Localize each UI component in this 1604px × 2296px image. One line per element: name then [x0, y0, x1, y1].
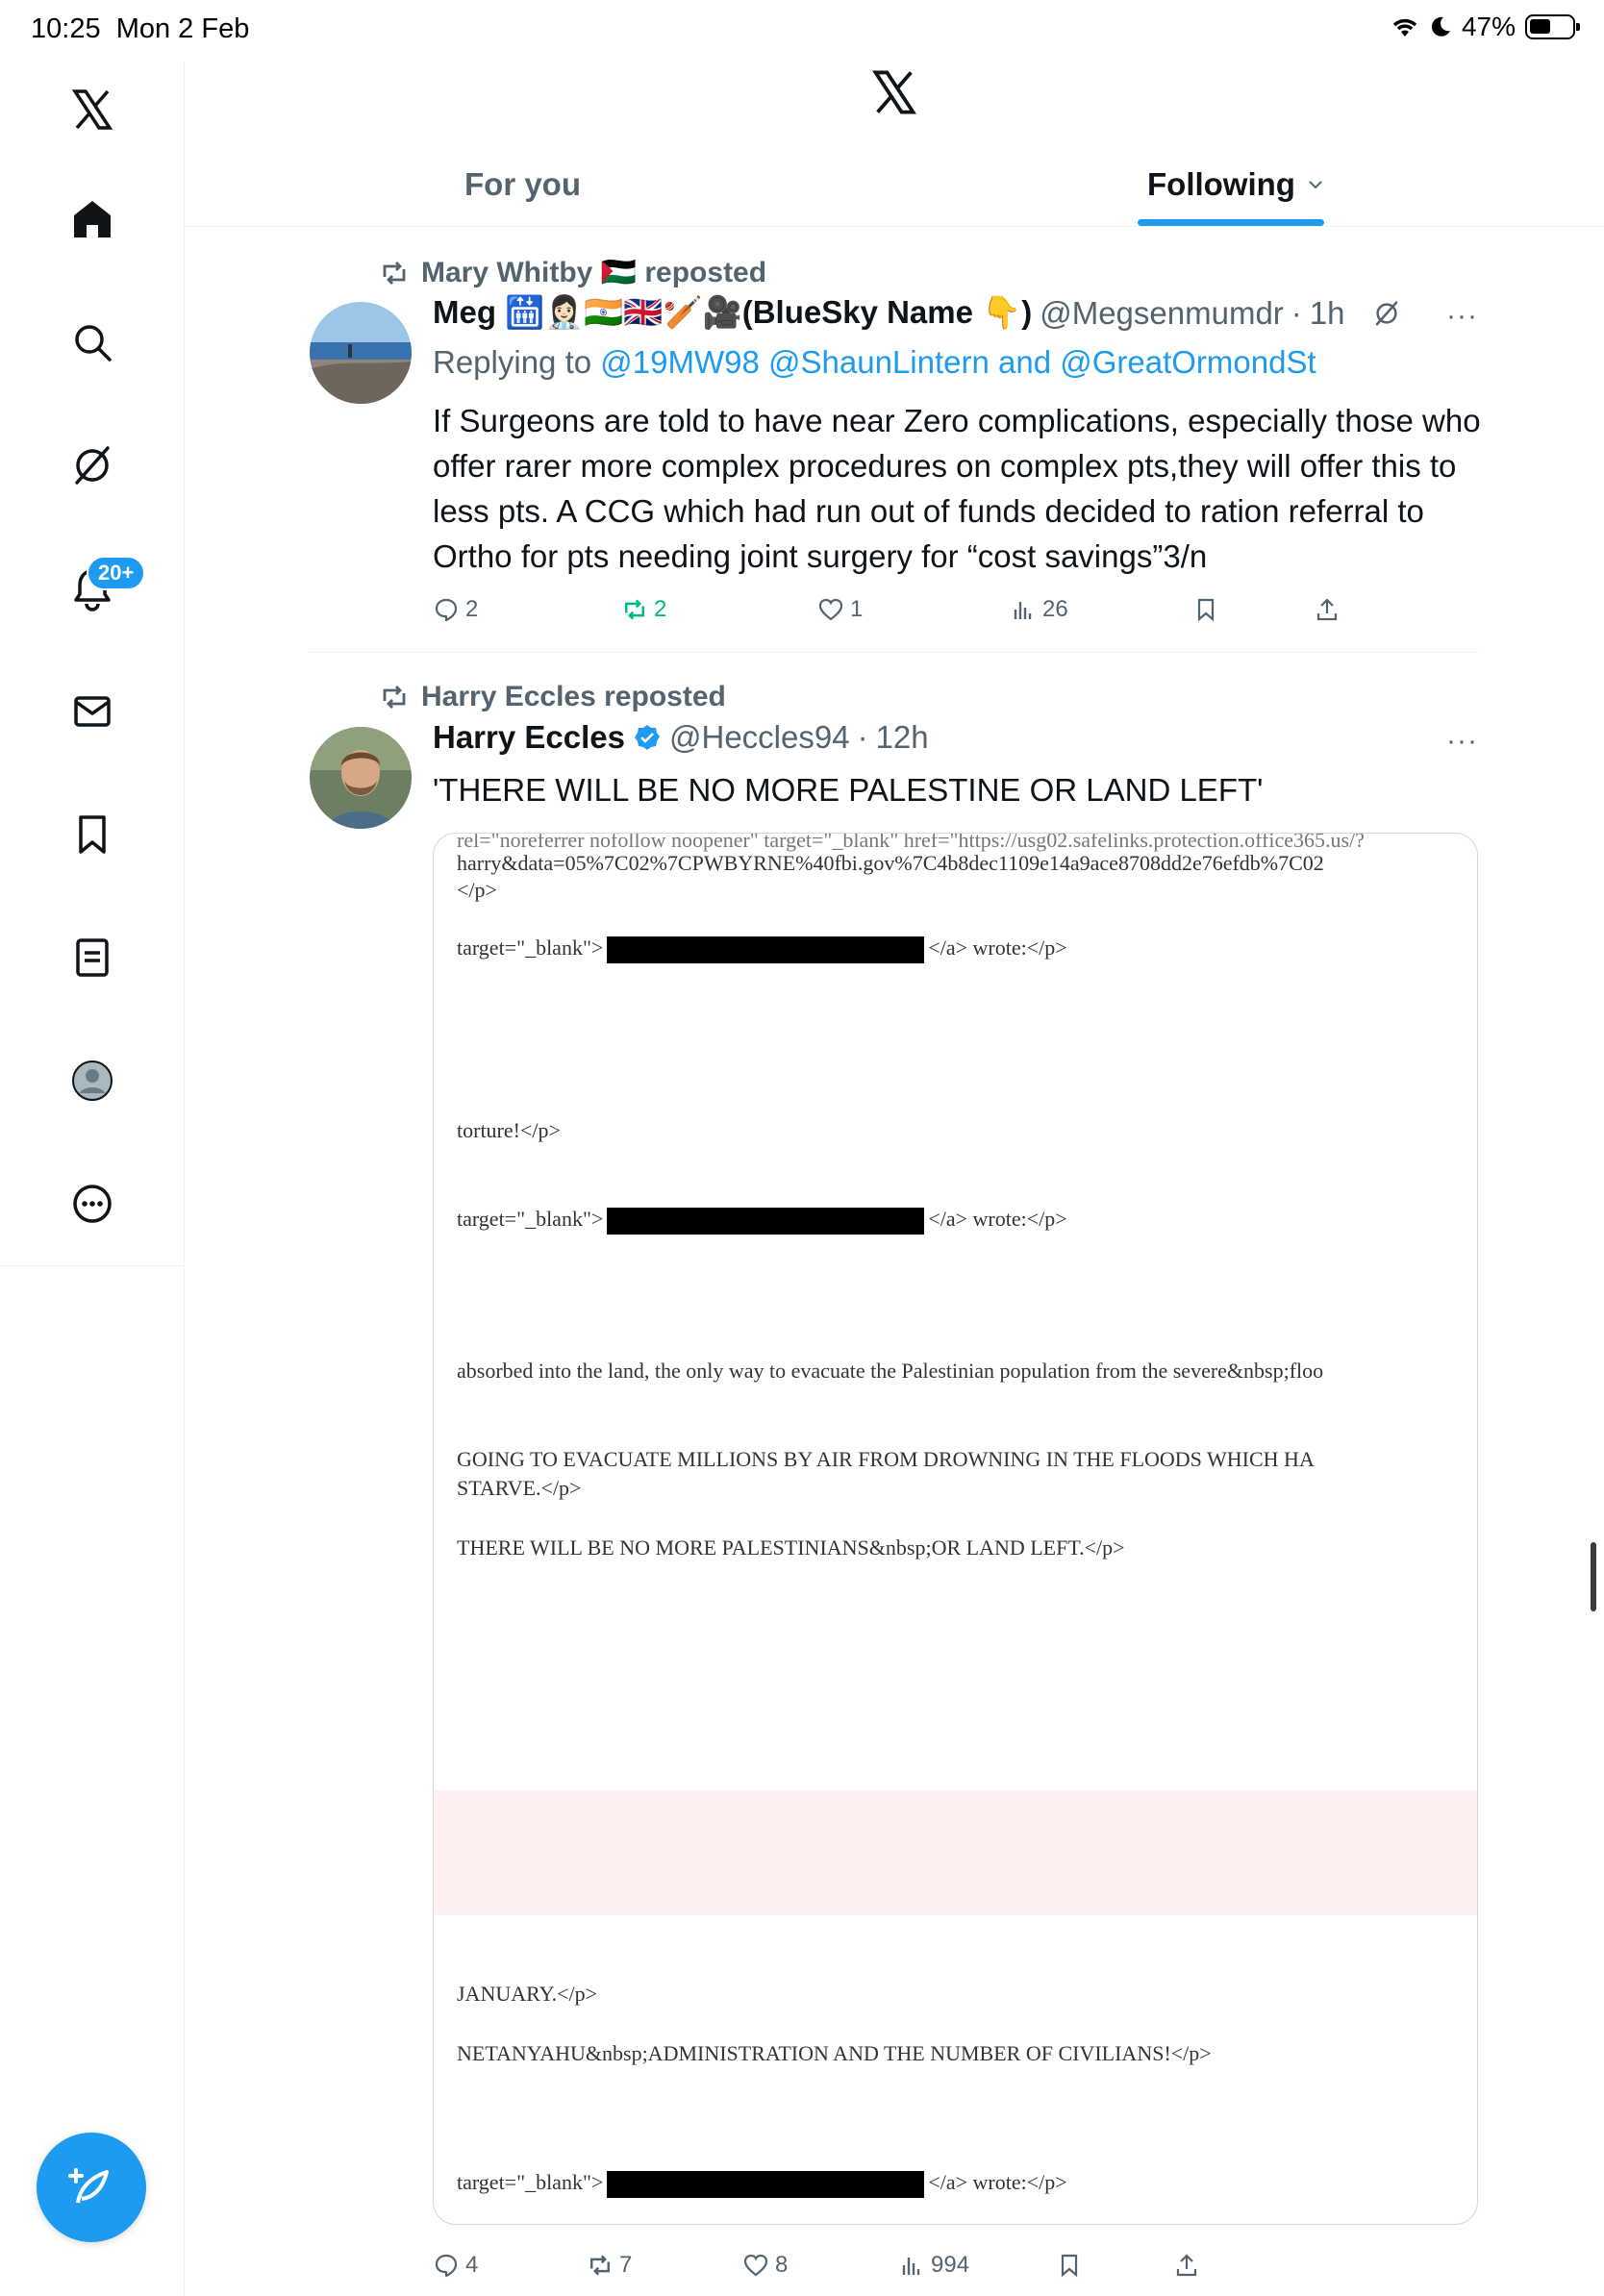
reply-button[interactable]: 2	[433, 596, 478, 623]
grok-icon[interactable]	[54, 427, 131, 504]
doc-line: GOING TO EVACUATE MILLIONS BY AIR FROM DROWNING IN THE FLOODS WHICH HA	[457, 1447, 1315, 1471]
wifi-icon	[1391, 15, 1419, 38]
repost-icon	[621, 596, 648, 623]
media-container	[310, 833, 1478, 2225]
tweet[interactable]	[310, 677, 1478, 2296]
status-right	[1391, 12, 1575, 42]
avatar[interactable]	[310, 727, 412, 829]
separator-dot: ·	[857, 719, 868, 755]
views-icon	[1010, 596, 1037, 623]
repost-context: Harry Eccles reposted	[379, 681, 726, 713]
share-icon	[1314, 596, 1341, 623]
reply-icon	[433, 2252, 460, 2279]
views-button[interactable]: 994	[898, 2252, 969, 2279]
doc-line: </p>	[457, 878, 497, 902]
reply-button[interactable]: 4	[433, 2252, 478, 2279]
doc-line: absorbed into the land, the only way to evacuate the Palestinian population from the severe&nbsp;floo	[457, 1359, 1324, 1383]
repost-icon	[379, 682, 410, 712]
highlight-band	[434, 1790, 1478, 1915]
verified-badge-icon	[633, 723, 662, 752]
like-button[interactable]: 1	[817, 596, 863, 623]
like-button[interactable]: 8	[742, 2252, 788, 2279]
doc-line: STARVE.</p>	[457, 1476, 582, 1500]
doc-line: JANUARY.</p>	[457, 1982, 598, 2006]
more-options-icon[interactable]: ···	[1446, 725, 1478, 757]
more-icon[interactable]	[54, 1165, 131, 1242]
author-handle[interactable]: @Megsenmumdr	[1040, 294, 1284, 331]
status-time: 10:25 Mon 2 Feb	[31, 13, 250, 44]
compose-button[interactable]	[37, 2133, 146, 2242]
chevron-down-icon	[1307, 176, 1324, 193]
tweet[interactable]	[310, 252, 1481, 652]
reply-mentions[interactable]: @19MW98 @ShaunLintern and @GreatOrmondSt	[600, 344, 1316, 380]
repost-icon	[379, 258, 410, 288]
tweet-time[interactable]: 1h	[1309, 294, 1345, 331]
list-icon[interactable]	[54, 919, 131, 996]
separator-dot: ·	[1291, 294, 1302, 331]
tweet-header	[433, 294, 1401, 332]
media-image[interactable]	[433, 833, 1478, 2225]
redaction-bar	[607, 2171, 924, 2198]
share-button[interactable]	[1173, 2252, 1200, 2279]
bookmark-button[interactable]	[1056, 2252, 1083, 2279]
repost-button[interactable]: 2	[621, 596, 666, 623]
timeline-tabs	[186, 142, 1604, 227]
tweet-divider	[310, 652, 1478, 653]
tweet-header	[433, 719, 929, 756]
doc-line: harry&data=05%7C02%7CPWBYRNE%40fbi.gov%7C4b8dec1109e14a9ace8708dd2e76efdb%7C02	[457, 851, 1324, 875]
repost-button[interactable]: 7	[587, 2252, 632, 2279]
bookmark-icon	[1056, 2252, 1083, 2279]
author-name[interactable]: Harry Eccles	[433, 719, 625, 755]
doc-line: target="_blank"> </a> wrote:</p>	[457, 1207, 1067, 1235]
sidebar-divider	[0, 1265, 185, 1266]
active-tab-indicator	[1138, 219, 1324, 226]
tweet-time[interactable]: 12h	[875, 719, 929, 755]
compose-icon	[66, 2162, 116, 2212]
reply-icon	[433, 596, 460, 623]
views-button[interactable]: 26	[1010, 596, 1068, 623]
doc-line: target="_blank"> </a> wrote:</p>	[457, 936, 1067, 963]
author-name[interactable]: Meg 🛗👩🏻‍⚕️🇮🇳🇬🇧🏏🎥(BlueSky Name 👇)	[433, 294, 1033, 330]
home-icon[interactable]	[54, 181, 131, 258]
doc-line: NETANYAHU&nbsp;ADMINISTRATION AND THE NUMBER OF CIVILIANS!</p>	[457, 2041, 1212, 2065]
doc-line: rel="noreferrer nofollow noopener" target="_blank" href="https://usg02.safelinks.protection.office365.us/?	[457, 833, 1365, 852]
heart-icon	[742, 2252, 769, 2279]
more-options-icon[interactable]: ···	[1446, 300, 1478, 332]
replying-to: Replying to @19MW98 @ShaunLintern and @GreatOrmondSt	[433, 344, 1316, 380]
repost-context: Mary Whitby 🇵🇸 reposted	[379, 256, 766, 289]
tab-following[interactable]: Following	[1147, 142, 1324, 227]
header-x-logo-icon[interactable]	[869, 67, 919, 117]
share-button[interactable]	[1314, 596, 1341, 623]
bookmark-icon[interactable]	[54, 796, 131, 873]
search-icon[interactable]	[54, 304, 131, 381]
tweet-actions	[433, 596, 1356, 635]
battery-icon	[1525, 14, 1575, 39]
battery-percent: 47%	[1461, 12, 1516, 41]
grok-icon[interactable]	[1372, 299, 1401, 328]
repost-icon	[587, 2252, 614, 2279]
bookmark-icon	[1192, 596, 1219, 623]
status-bar	[0, 0, 1604, 62]
scrollbar[interactable]	[1591, 1542, 1596, 1611]
profile-icon[interactable]	[54, 1042, 131, 1119]
author-handle[interactable]: @Heccles94	[668, 719, 850, 755]
tweet-text: 'THERE WILL BE NO MORE PALESTINE OR LAND LEFT'	[433, 772, 1264, 808]
doc-line: THERE WILL BE NO MORE PALESTINIANS&nbsp;OR LAND LEFT.</p>	[457, 1535, 1125, 1560]
moon-icon	[1429, 15, 1452, 38]
avatar[interactable]	[310, 302, 412, 404]
share-icon	[1173, 2252, 1200, 2279]
doc-line: target="_blank"> </a> wrote:</p>	[457, 2170, 1067, 2198]
tweet-text: If Surgeons are told to have near Zero complications, especially those who offer rarer more complex procedures on complex pts,they will offer this to less pts. A CCG which had run out of funds decided to ration referral to Ortho for pts needing joint surgery for “cost savings”3/n	[433, 403, 1481, 574]
redaction-bar	[607, 1208, 924, 1235]
views-icon	[898, 2252, 925, 2279]
notification-badge: 20+	[87, 556, 145, 590]
mail-icon[interactable]	[54, 673, 131, 750]
redaction-bar	[607, 936, 924, 963]
tweet-actions	[433, 2252, 1356, 2290]
heart-icon	[817, 596, 844, 623]
bookmark-button[interactable]	[1192, 596, 1219, 623]
doc-line: torture!</p>	[457, 1118, 561, 1142]
tab-for-you[interactable]: For you	[464, 166, 581, 202]
x-logo-icon[interactable]	[54, 71, 131, 148]
